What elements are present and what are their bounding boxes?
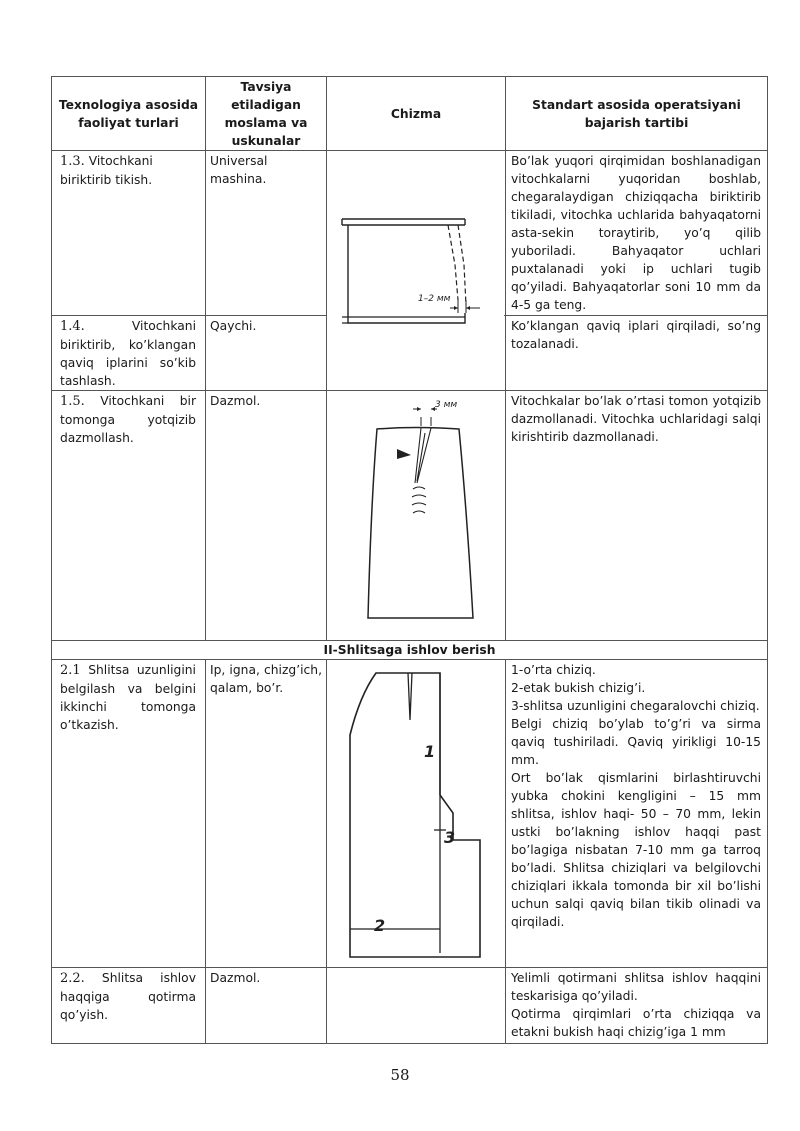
- description-line: Ort bo’lak qismlarini birlashtiruvchi yubka chokini kengligini – 15 mm shlitsa, ishlov haqi- 50 – 70 mm, lekin ustki bo’lakning ishlov haqqi past bo’lagiga nisbatan 7-10 mm ga tarroq bo’ladi. Shlitsa chiziqlari va belgilovchi chiziqlari ikkala tomonda bir xil bo’lishi uchun salqi qaviq bilan tikib olinadi va qirqiladi.: [511, 771, 761, 929]
- row-separator: [51, 659, 768, 660]
- row-description: [511, 969, 761, 1041]
- column-separator: [505, 659, 506, 1043]
- description-line: 1-o’rta chiziq.: [511, 663, 596, 677]
- row-activity: [60, 661, 196, 734]
- row-description: Ko’klangan qaviq iplari qirqiladi, so’ng tozalanadi.: [511, 319, 761, 351]
- row-tool: Ip, igna, chizg’ich, qalam, bo’r.: [210, 663, 322, 695]
- row-number: 2.1: [60, 663, 81, 678]
- row-activity: [60, 392, 196, 447]
- dimension-label: 3 мм: [435, 400, 458, 410]
- row-description: Bo’lak yuqori qirqimidan boshlanadigan vitochkalarni yuqoridan boshlab, chegaralaydigan chiziqqacha biriktirib tikiladi, vitochka uchlarida bahyaqatorni asta-sekin toraytirib, yo’q qilib yuboriladi. Bahyaqator uchlari puxtalanadi yoki ip uchlari tugib qo’yiladi. Bahyaqatorlar soni 10 mm da 4-5 ga teng.: [511, 154, 761, 312]
- dimension-label: 1–2 мм: [418, 294, 451, 304]
- row-tool: Dazmol.: [210, 394, 261, 408]
- column-separator: [326, 659, 327, 1043]
- header-drawing: Chizma: [390, 106, 442, 121]
- row-tool: Universal mashina.: [210, 154, 268, 186]
- description-line: 3-shlitsa uzunligini chegaralovchi chiziq.: [511, 699, 760, 713]
- table-border-bottom: [51, 1043, 768, 1044]
- page-number: 58: [390, 1066, 410, 1084]
- description-line: Belgi chiziq bo’ylab to’g’ri va sirma qaviq tushiriladi. Qaviq yirikligi 10-15 mm.: [511, 717, 761, 767]
- header-tools: Tavsiya etiladigan moslama va uskunalar: [224, 79, 308, 148]
- row-description: [511, 661, 761, 931]
- row-number: 1.4.: [60, 319, 85, 334]
- slit-marking-drawing: [330, 665, 500, 965]
- row-number: 2.2.: [60, 971, 85, 986]
- row-separator: [51, 967, 768, 968]
- table-border-left: [51, 76, 52, 1043]
- activity-text: Vitochkani biriktirib, ko’klangan qaviq iplarini so’kib tashlash.: [60, 319, 196, 388]
- row-number: 1.3.: [60, 154, 85, 169]
- row-activity: [60, 317, 196, 390]
- row-activity: [60, 152, 198, 189]
- row-number: 1.5.: [60, 394, 85, 409]
- dart-stitching-drawing: [330, 205, 500, 335]
- table-border-right: [767, 76, 768, 1043]
- row-tool: Dazmol.: [210, 971, 261, 985]
- description-line: Yelimli qotirmani shlitsa ishlov haqqini teskarisiga qo’yiladi.: [511, 971, 761, 1003]
- column-separator: [505, 76, 506, 640]
- dart-pressing-drawing: [355, 393, 495, 633]
- column-separator: [326, 76, 327, 640]
- activity-text: Vitochkani bir tomonga yotqizib dazmollash.: [60, 394, 196, 445]
- column-separator: [205, 659, 206, 1043]
- column-separator: [205, 76, 206, 640]
- header-separator: [51, 150, 768, 151]
- header-procedure: Standart asosida operatsiyani bajarish tartibi: [532, 97, 741, 130]
- row-description: Vitochkalar bo’lak o’rtasi tomon yotqizib dazmollanadi. Vitochka uchlaridagi salqi kirishtirib dazmollanadi.: [511, 394, 761, 444]
- activity-text: Shlitsa uzunligini belgilash va belgini ikkinchi tomonga o’tkazish.: [60, 663, 196, 732]
- line-label: 3: [444, 828, 456, 847]
- description-line: Qotirma qirqimlari o’rta chiziqqa va etakni bukish haqi chizig’iga 1 mm: [511, 1007, 761, 1039]
- row-activity: [60, 969, 196, 1024]
- row-separator: [51, 390, 768, 391]
- line-label: 1: [424, 742, 436, 761]
- activity-text: Vitochkani biriktirib tikish.: [60, 154, 153, 187]
- header-activity: Texnologiya asosida faoliyat turlari: [58, 97, 199, 130]
- activity-text: Shlitsa ishlov haqqiga qotirma qo’yish.: [60, 971, 196, 1022]
- row-tool: Qaychi.: [210, 319, 257, 333]
- line-label: 2: [374, 916, 386, 935]
- section-title: II-Shlitsaga ishlov berish: [323, 643, 496, 657]
- description-line: 2-etak bukish chizig’i.: [511, 681, 646, 695]
